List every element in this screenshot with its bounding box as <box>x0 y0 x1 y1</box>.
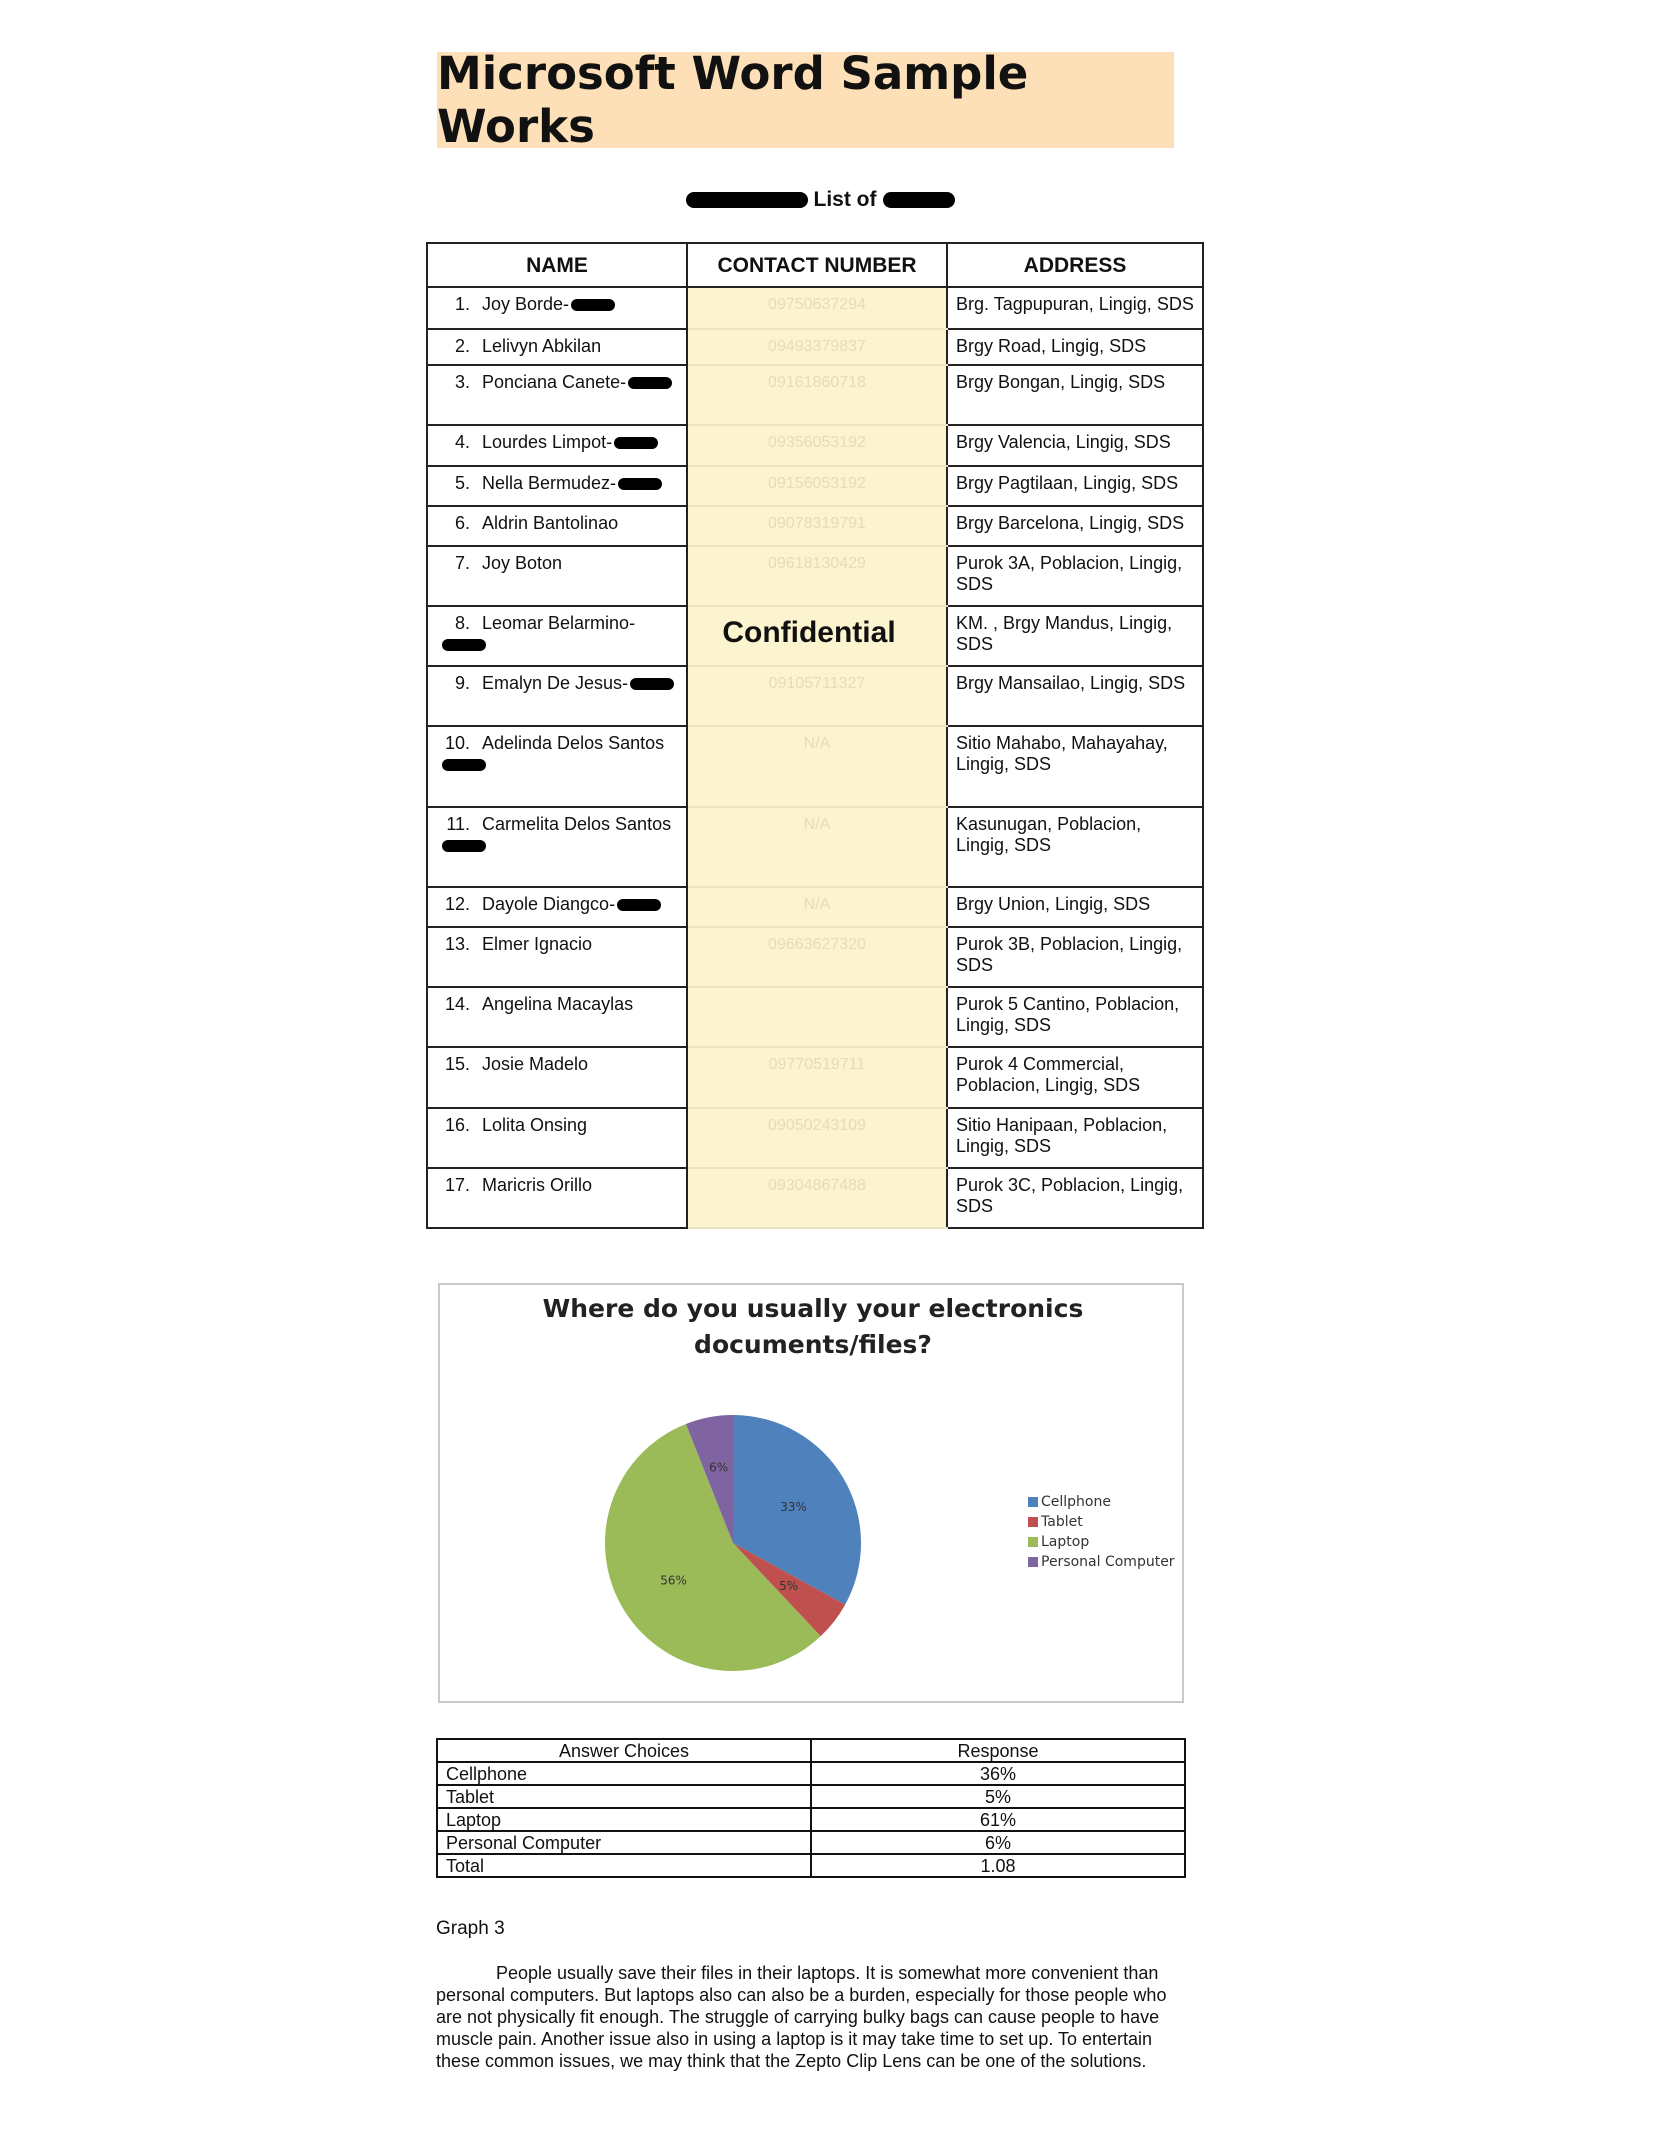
name-cell <box>427 807 687 887</box>
legend-item <box>1028 1492 1175 1512</box>
table-row <box>427 329 1203 365</box>
address-cell: Brgy Bongan, Lingig, SDS <box>947 365 1203 425</box>
contact-number-cell: 09161860718 <box>687 365 947 425</box>
name-cell <box>427 1168 687 1228</box>
legend-label: Laptop <box>1041 1534 1090 1550</box>
address-cell: Brgy Valencia, Lingig, SDS <box>947 425 1203 465</box>
row-number: 8. <box>454 612 470 633</box>
address-cell: Brgy Barcelona, Lingig, SDS <box>947 506 1203 546</box>
name-cell <box>427 466 687 506</box>
person-name: Lourdes Limpot- <box>482 432 613 453</box>
pie-data-label: 6% <box>709 1460 729 1475</box>
legend-label: Cellphone <box>1041 1494 1111 1510</box>
header-address: ADDRESS <box>947 243 1203 287</box>
person-name: Carmelita Delos Santos <box>482 813 672 834</box>
address-cell: Brgy Union, Lingig, SDS <box>947 887 1203 927</box>
row-number: 16. <box>444 1114 470 1135</box>
person-name: Aldrin Bantolinao <box>482 512 619 533</box>
address-cell: Purok 3C, Poblacion, Lingig, SDS <box>947 1168 1203 1228</box>
redaction-mark <box>628 377 672 389</box>
address-cell: Purok 3B, Poblacion, Lingig, SDS <box>947 927 1203 987</box>
contact-number-cell: 09078319791 <box>687 506 947 546</box>
legend-label: Personal Computer <box>1041 1554 1175 1570</box>
address-cell: Kasunugan, Poblacion, Lingig, SDS <box>947 807 1203 887</box>
row-number: 14. <box>444 994 470 1015</box>
contact-number-cell: 09156053192 <box>687 466 947 506</box>
contact-number-cell: 09750637294 <box>687 287 947 329</box>
pie-data-label: 33% <box>780 1500 807 1515</box>
person-name: Joy Boton <box>482 552 563 573</box>
table-row <box>427 365 1203 425</box>
person-name: Nella Bermudez- <box>482 472 617 493</box>
table-row <box>427 1047 1203 1107</box>
contact-number-cell: N/A <box>687 887 947 927</box>
row-number: 13. <box>444 933 470 954</box>
row-number: 10. <box>444 733 470 754</box>
contact-list-table <box>426 242 1204 1229</box>
row-number: 2. <box>454 336 470 357</box>
contact-number-cell <box>687 987 947 1047</box>
response-table <box>436 1738 1186 1878</box>
contact-number-cell: N/A <box>687 726 947 806</box>
chart-legend <box>1028 1492 1175 1572</box>
table-row <box>427 287 1203 329</box>
answer-choice-cell: Personal Computer <box>437 1831 811 1854</box>
person-name: Joy Borde- <box>482 294 570 314</box>
chart-title: Where do you usually your electronics documents/files? <box>542 1294 1084 1359</box>
table-row <box>427 466 1203 506</box>
body-paragraph: People usually save their files in their laptops. It is somewhat more convenient than personal computers. But laptops also can also be a burden, especially for those people who are not physically fit enough. The struggle of carrying bulky bags can cause people to have muscle pain. Another issue also in using a laptop is it may take time to set up. To entertain these common issues, we may think that the Zepto Clip Lens can be one of the solutions. <box>436 1963 1167 2071</box>
redaction-mark <box>617 899 661 911</box>
redaction-mark <box>614 437 658 449</box>
address-cell: Purok 5 Cantino, Poblacion, Lingig, SDS <box>947 987 1203 1047</box>
person-name: Lelivyn Abkilan <box>482 336 602 357</box>
answer-choice-cell: Cellphone <box>437 1762 811 1785</box>
table-row <box>427 887 1203 927</box>
table-row <box>427 546 1203 606</box>
name-cell <box>427 365 687 425</box>
header-contact-number: CONTACT NUMBER <box>687 243 947 287</box>
table-row <box>427 506 1203 546</box>
title-banner <box>437 47 1174 153</box>
response-cell: 5% <box>811 1785 1185 1808</box>
contact-number-cell: 09356053192 <box>687 425 947 465</box>
name-cell <box>427 1047 687 1107</box>
answer-choice-cell: Laptop <box>437 1808 811 1831</box>
row-number: 5. <box>454 472 470 493</box>
contact-number-cell: 09663627320 <box>687 927 947 987</box>
redaction-mark <box>618 478 662 490</box>
response-cell: 36% <box>811 1762 1185 1785</box>
row-number: 1. <box>454 294 470 314</box>
address-cell: Sitio Mahabo, Mahayahay, Lingig, SDS <box>947 726 1203 806</box>
table-row <box>427 666 1203 726</box>
redaction-mark <box>571 299 615 311</box>
name-cell <box>427 425 687 465</box>
address-cell: Brgy Mansailao, Lingig, SDS <box>947 666 1203 726</box>
redaction-mark <box>883 192 955 208</box>
table-row <box>427 1168 1203 1228</box>
name-cell <box>427 329 687 365</box>
graph-label: Graph 3 <box>436 1918 505 1939</box>
redaction-mark <box>630 678 674 690</box>
legend-item <box>1028 1532 1175 1552</box>
legend-swatch <box>1028 1557 1038 1567</box>
person-name: Josie Madelo <box>482 1054 589 1075</box>
address-cell: Purok 3A, Poblacion, Lingig, SDS <box>947 546 1203 606</box>
answer-choice-cell: Tablet <box>437 1785 811 1808</box>
person-name: Leomar Belarmino- <box>482 612 636 633</box>
contact-number-cell: N/A <box>687 807 947 887</box>
name-cell <box>427 666 687 726</box>
name-cell <box>427 887 687 927</box>
pie-data-label: 56% <box>660 1573 687 1588</box>
response-cell: 61% <box>811 1808 1185 1831</box>
table-row <box>437 1831 1185 1854</box>
answer-choice-cell: Total <box>437 1854 811 1877</box>
pie-data-label: 5% <box>779 1579 799 1594</box>
row-number: 12. <box>444 893 470 914</box>
confidential-label: Confidential <box>722 616 896 649</box>
table-row <box>427 1108 1203 1168</box>
contact-number-cell: 09770519711 <box>687 1047 947 1107</box>
row-number: 7. <box>454 552 470 573</box>
person-name: Elmer Ignacio <box>482 933 593 954</box>
table-row <box>437 1785 1185 1808</box>
name-cell <box>427 606 687 666</box>
name-cell <box>427 546 687 606</box>
header-response: Response <box>811 1739 1185 1762</box>
row-number: 3. <box>454 372 470 393</box>
table-row <box>437 1762 1185 1785</box>
person-name: Emalyn De Jesus- <box>482 673 629 694</box>
table-row <box>437 1854 1185 1877</box>
table-row <box>427 726 1203 806</box>
person-name: Dayole Diangco- <box>482 893 616 914</box>
legend-swatch <box>1028 1497 1038 1507</box>
list-heading-text: List of <box>813 188 877 211</box>
header-answer-choices: Answer Choices <box>437 1739 811 1762</box>
redaction-mark <box>442 759 486 771</box>
name-cell <box>427 506 687 546</box>
redaction-mark <box>442 639 486 651</box>
legend-item <box>1028 1512 1175 1532</box>
header-name: NAME <box>427 243 687 287</box>
row-number: 4. <box>454 432 470 453</box>
list-heading <box>680 184 960 216</box>
person-name: Ponciana Canete- <box>482 372 627 393</box>
contact-number-cell: 09493379837 <box>687 329 947 365</box>
row-number: 9. <box>454 673 470 694</box>
address-cell: Sitio Hanipaan, Poblacion, Lingig, SDS <box>947 1108 1203 1168</box>
legend-label: Tablet <box>1041 1514 1083 1530</box>
name-cell <box>427 927 687 987</box>
response-cell: 1.08 <box>811 1854 1185 1877</box>
contact-number-cell: 09050243109 <box>687 1108 947 1168</box>
contact-number-cell: 09105711327 <box>687 666 947 726</box>
pie-chart <box>438 1283 1184 1703</box>
table-row <box>427 425 1203 465</box>
address-cell: Purok 4 Commercial, Poblacion, Lingig, SDS <box>947 1047 1203 1107</box>
table-row <box>427 987 1203 1047</box>
name-cell <box>427 287 687 329</box>
row-number: 15. <box>444 1054 470 1075</box>
person-name: Adelinda Delos Santos <box>482 733 665 754</box>
table-row <box>437 1808 1185 1831</box>
address-cell: KM. , Brgy Mandus, Lingig, SDS <box>947 606 1203 666</box>
table-row <box>427 927 1203 987</box>
name-cell <box>427 726 687 806</box>
row-number: 6. <box>454 512 470 533</box>
person-name: Maricris Orillo <box>482 1174 592 1195</box>
row-number: 17. <box>444 1174 470 1195</box>
name-cell <box>427 1108 687 1168</box>
row-number: 11. <box>446 813 470 834</box>
page-title: Microsoft Word Sample Works <box>437 47 1029 153</box>
legend-item <box>1028 1552 1175 1572</box>
person-name: Angelina Macaylas <box>482 994 634 1015</box>
contact-number-cell: 09304867488 <box>687 1168 947 1228</box>
address-cell: Brgy Pagtilaan, Lingig, SDS <box>947 466 1203 506</box>
address-cell: Brg. Tagpupuran, Lingig, SDS <box>947 287 1203 329</box>
redaction-mark <box>686 192 808 208</box>
table-row <box>427 807 1203 887</box>
redaction-mark <box>442 840 486 852</box>
person-name: Lolita Onsing <box>482 1114 588 1135</box>
legend-swatch <box>1028 1517 1038 1527</box>
contact-number-cell: 09618130429 <box>687 546 947 606</box>
legend-swatch <box>1028 1537 1038 1547</box>
name-cell <box>427 987 687 1047</box>
address-cell: Brgy Road, Lingig, SDS <box>947 329 1203 365</box>
response-cell: 6% <box>811 1831 1185 1854</box>
